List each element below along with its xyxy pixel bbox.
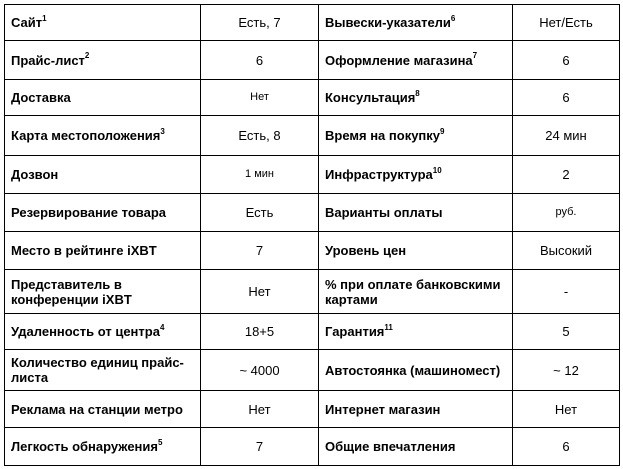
row-value-left: Нет [201, 270, 319, 314]
row-label-left [5, 41, 201, 80]
row-label-left [5, 194, 201, 232]
row-label-right [319, 350, 513, 391]
row-value-left: Есть, 7 [201, 5, 319, 41]
table-row [5, 41, 620, 80]
label-text: Уровень цен [325, 243, 407, 258]
label-text: Место в рейтинге iXBT [11, 243, 157, 258]
row-label-right [319, 428, 513, 466]
label-text: Общие впечатления [325, 439, 456, 454]
row-label-left [5, 156, 201, 194]
row-value-left: 1 мин [201, 156, 319, 194]
row-value-right: 6 [513, 41, 620, 80]
row-value-right: 24 мин [513, 116, 620, 156]
label-text: Доставка [11, 90, 71, 105]
table-row [5, 80, 620, 116]
label-text: Оформление магазина [325, 52, 473, 68]
table-row [5, 194, 620, 232]
footnote-marker: 5 [158, 437, 163, 447]
row-value-right: 6 [513, 80, 620, 116]
row-value-right: Нет [513, 391, 620, 428]
footnote-marker: 7 [472, 51, 478, 61]
label-text: Карта местоположения [11, 128, 161, 143]
footnote-marker: 9 [440, 126, 445, 136]
row-value-left: 18+5 [201, 314, 319, 350]
row-label-left [5, 350, 201, 391]
label-text: Гарантия [325, 324, 385, 339]
label-text: Варианты оплаты [325, 205, 443, 220]
table-row [5, 5, 620, 41]
label-text: Интернет магазин [325, 401, 441, 417]
table-body [5, 5, 620, 466]
row-label-left [5, 270, 201, 314]
label-text: Удаленность от центра [11, 324, 160, 339]
footnote-marker: 4 [159, 322, 165, 332]
label-text: Сайт [11, 15, 43, 30]
row-value-left: 7 [201, 232, 319, 270]
footnote-marker: 8 [415, 88, 420, 98]
row-value-right: - [513, 270, 620, 314]
footnote-marker: 1 [42, 13, 47, 23]
footnote-marker: 10 [432, 165, 442, 175]
label-text: Легкость обнаружения [11, 439, 158, 454]
table-row [5, 156, 620, 194]
row-value-right: 5 [513, 314, 620, 350]
table-row [5, 391, 620, 428]
footnote-marker: 2 [84, 51, 90, 61]
label-text: Инфраструктура [325, 167, 433, 182]
row-label-right [319, 116, 513, 156]
label-text: Количество единиц прайс-листа [11, 355, 184, 385]
row-label-right [319, 156, 513, 194]
row-label-right [319, 5, 513, 41]
row-value-left: Есть [201, 194, 319, 232]
row-value-left: Нет [201, 391, 319, 428]
label-text: % при оплате банковскими картами [325, 276, 501, 307]
footnote-marker: 6 [450, 13, 456, 23]
row-value-left: 6 [201, 41, 319, 80]
row-label-left [5, 80, 201, 116]
row-value-right: 2 [513, 156, 620, 194]
row-label-right [319, 270, 513, 314]
label-text: Представитель в конференции iXBT [11, 276, 132, 307]
row-label-left [5, 428, 201, 466]
footnote-marker: 3 [160, 126, 165, 136]
row-label-left [5, 314, 201, 350]
row-value-right: Высокий [513, 232, 620, 270]
row-label-right [319, 232, 513, 270]
row-value-right: Нет/Есть [513, 5, 620, 41]
row-label-left [5, 116, 201, 156]
store-info-table [4, 4, 620, 466]
table-row [5, 428, 620, 466]
label-text: Консультация [325, 90, 416, 105]
label-text: Время на покупку [325, 128, 441, 143]
row-value-right: руб. [513, 194, 620, 232]
label-text: Резервирование товара [11, 205, 166, 220]
row-label-left [5, 5, 201, 41]
row-value-left: 7 [201, 428, 319, 466]
row-label-right [319, 391, 513, 428]
row-label-right [319, 194, 513, 232]
table-row [5, 116, 620, 156]
label-text: Реклама на станции метро [11, 401, 183, 417]
row-value-left: Нет [201, 80, 319, 116]
table-row [5, 232, 620, 270]
table-row [5, 314, 620, 350]
row-label-left [5, 391, 201, 428]
row-value-left: Есть, 8 [201, 116, 319, 156]
row-value-right: ~ 12 [513, 350, 620, 391]
label-text: Прайс-лист [11, 52, 85, 68]
row-label-right [319, 41, 513, 80]
row-label-left [5, 232, 201, 270]
label-text: Дозвон [11, 167, 59, 182]
label-text: Автостоянка (машиномест) [325, 362, 501, 378]
footnote-marker: 11 [384, 322, 393, 332]
label-text: Вывески-указатели [325, 15, 451, 30]
row-value-left: ~ 4000 [201, 350, 319, 391]
table-row [5, 270, 620, 314]
row-value-right: 6 [513, 428, 620, 466]
row-label-right [319, 314, 513, 350]
table-row [5, 350, 620, 391]
row-label-right [319, 80, 513, 116]
